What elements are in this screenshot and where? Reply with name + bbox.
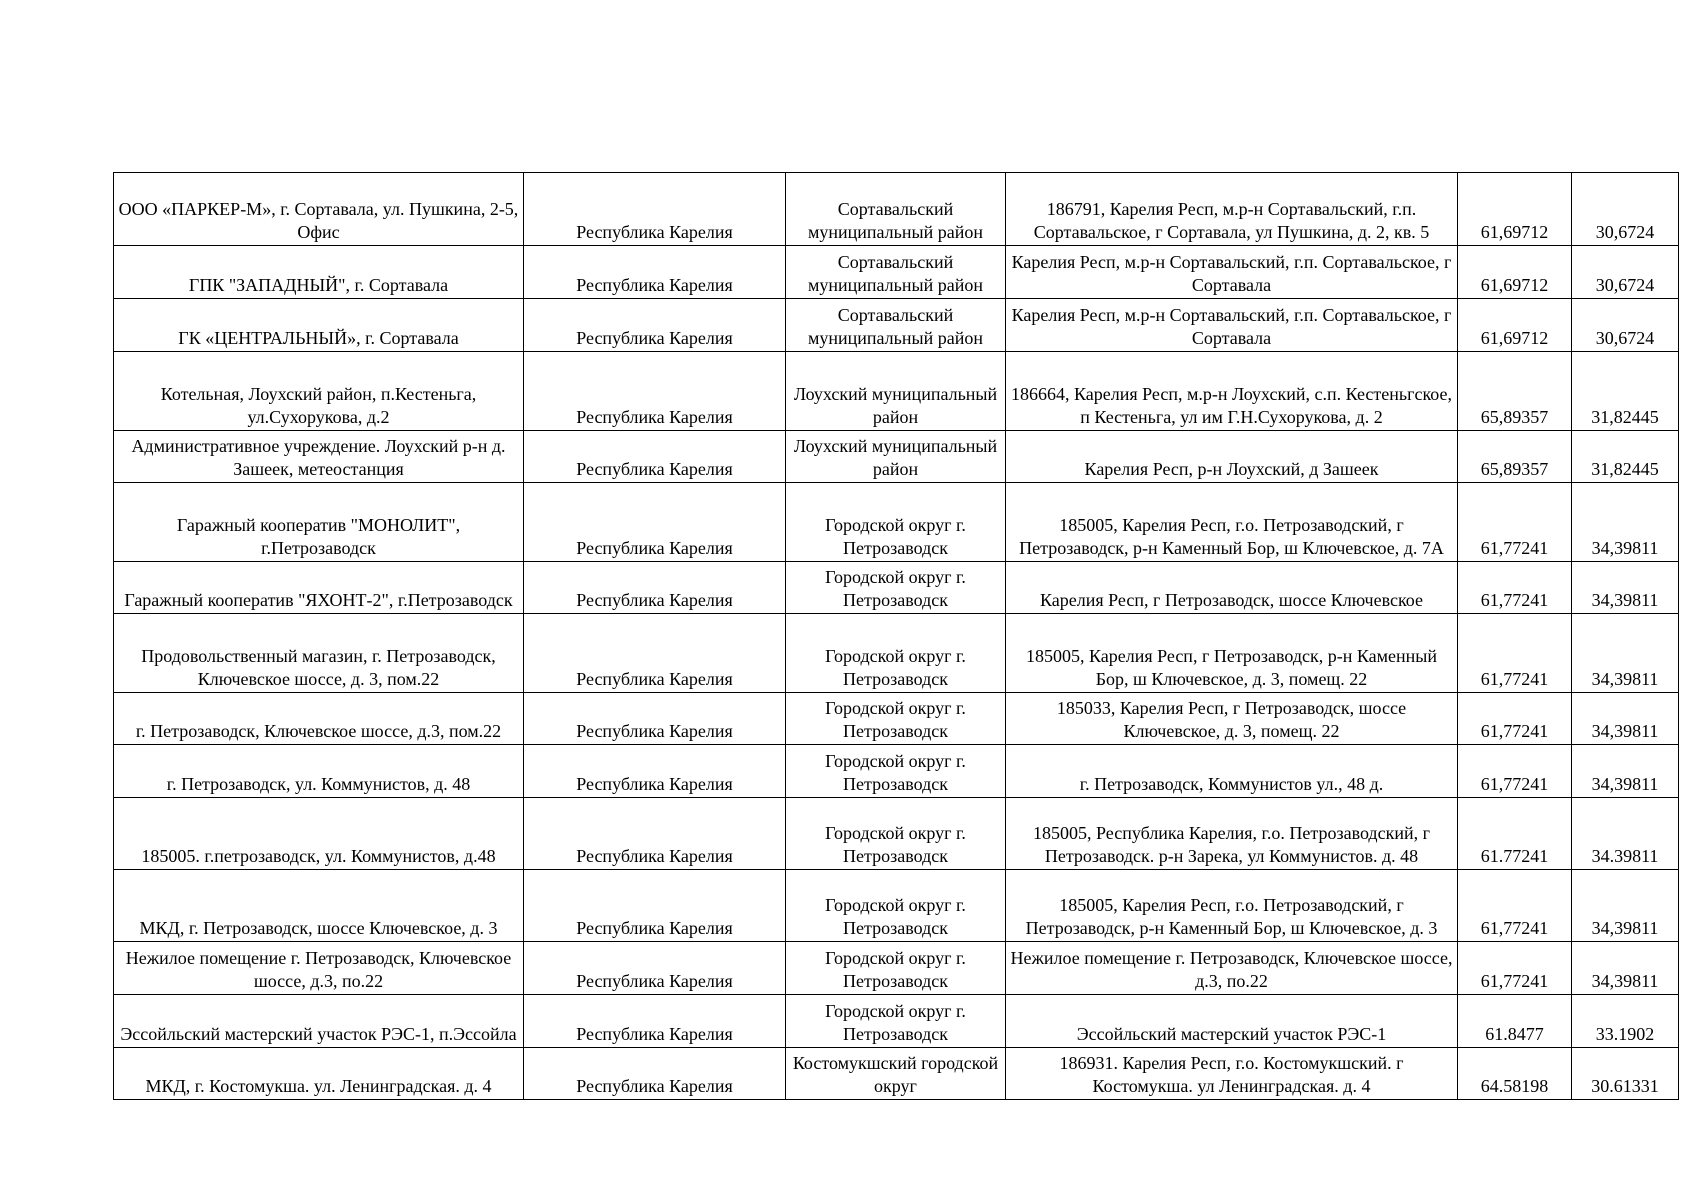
cell-latitude: 61,77241 bbox=[1458, 483, 1572, 562]
cell-latitude: 61.77241 bbox=[1458, 798, 1572, 870]
cell-longitude: 34,39811 bbox=[1572, 562, 1679, 614]
cell-longitude: 33.1902 bbox=[1572, 995, 1679, 1048]
cell-region: Республика Карелия bbox=[524, 745, 786, 798]
cell-latitude: 61,69712 bbox=[1458, 299, 1572, 352]
cell-address: Карелия Респ, г Петрозаводск, шоссе Ключевское bbox=[1006, 562, 1458, 614]
cell-object-name: Нежилое помещение г. Петрозаводск, Ключевское шоссе, д.3, по.22 bbox=[114, 942, 524, 995]
cell-latitude: 61,77241 bbox=[1458, 870, 1572, 942]
cell-region: Республика Карелия bbox=[524, 995, 786, 1048]
cell-district: Лоухский муниципальный район bbox=[786, 352, 1006, 431]
data-table bbox=[113, 172, 1679, 1100]
cell-district: Городской округ г. Петрозаводск bbox=[786, 798, 1006, 870]
cell-object-name: ГПК "ЗАПАДНЫЙ", г. Сортавала bbox=[114, 246, 524, 299]
cell-district: Сортавальский муниципальный район bbox=[786, 173, 1006, 246]
table-row bbox=[114, 352, 1679, 431]
cell-latitude: 61,77241 bbox=[1458, 614, 1572, 693]
cell-object-name: ГК «ЦЕНТРАЛЬНЫЙ», г. Сортавала bbox=[114, 299, 524, 352]
cell-longitude: 34,39811 bbox=[1572, 614, 1679, 693]
cell-longitude: 30,6724 bbox=[1572, 299, 1679, 352]
cell-district: Сортавальский муниципальный район bbox=[786, 299, 1006, 352]
table-row bbox=[114, 942, 1679, 995]
table-row bbox=[114, 431, 1679, 483]
cell-address: 185005, Карелия Респ, г Петрозаводск, р-н Каменный Бор, ш Ключевское, д. 3, помещ. 22 bbox=[1006, 614, 1458, 693]
cell-latitude: 61,77241 bbox=[1458, 562, 1572, 614]
table-row bbox=[114, 995, 1679, 1048]
cell-longitude: 34,39811 bbox=[1572, 942, 1679, 995]
cell-region: Республика Карелия bbox=[524, 614, 786, 693]
cell-address: 185005, Карелия Респ, г.о. Петрозаводский, г Петрозаводск, р-н Каменный Бор, ш Ключевское, д. 7А bbox=[1006, 483, 1458, 562]
cell-address: 186931. Карелия Респ, г.о. Костомукшский. г Костомукша. ул Ленинградская. д. 4 bbox=[1006, 1048, 1458, 1100]
cell-region: Республика Карелия bbox=[524, 246, 786, 299]
cell-latitude: 65,89357 bbox=[1458, 352, 1572, 431]
cell-longitude: 34,39811 bbox=[1572, 483, 1679, 562]
cell-address: 186664, Карелия Респ, м.р-н Лоухский, с.п. Кестеньгское, п Кестеньга, ул им Г.Н.Сухорукова, д. 2 bbox=[1006, 352, 1458, 431]
cell-district: Городской округ г. Петрозаводск bbox=[786, 870, 1006, 942]
cell-district: Городской округ г. Петрозаводск bbox=[786, 745, 1006, 798]
cell-object-name: Котельная, Лоухский район, п.Кестеньга, ул.Сухорукова, д.2 bbox=[114, 352, 524, 431]
table-row bbox=[114, 745, 1679, 798]
cell-district: Костомукшский городской округ bbox=[786, 1048, 1006, 1100]
cell-object-name: 185005. г.петрозаводск, ул. Коммунистов, д.48 bbox=[114, 798, 524, 870]
cell-address: 185033, Карелия Респ, г Петрозаводск, шоссе Ключевское, д. 3, помещ. 22 bbox=[1006, 693, 1458, 745]
table-row bbox=[114, 173, 1679, 246]
cell-region: Республика Карелия bbox=[524, 798, 786, 870]
cell-region: Республика Карелия bbox=[524, 870, 786, 942]
cell-longitude: 34,39811 bbox=[1572, 745, 1679, 798]
cell-region: Республика Карелия bbox=[524, 942, 786, 995]
cell-latitude: 61,69712 bbox=[1458, 173, 1572, 246]
cell-longitude: 31,82445 bbox=[1572, 431, 1679, 483]
cell-address: Карелия Респ, м.р-н Сортавальский, г.п. Сортавальское, г Сортавала bbox=[1006, 246, 1458, 299]
table-row bbox=[114, 614, 1679, 693]
cell-object-name: Гаражный кооператив "МОНОЛИТ", г.Петрозаводск bbox=[114, 483, 524, 562]
table-row bbox=[114, 299, 1679, 352]
table-row bbox=[114, 693, 1679, 745]
cell-address: Карелия Респ, р-н Лоухский, д Зашеек bbox=[1006, 431, 1458, 483]
cell-address: Нежилое помещение г. Петрозаводск, Ключевское шоссе, д.3, по.22 bbox=[1006, 942, 1458, 995]
cell-longitude: 34,39811 bbox=[1572, 870, 1679, 942]
cell-district: Городской округ г. Петрозаводск bbox=[786, 693, 1006, 745]
cell-region: Республика Карелия bbox=[524, 562, 786, 614]
cell-object-name: Продовольственный магазин, г. Петрозаводск, Ключевское шоссе, д. 3, пом.22 bbox=[114, 614, 524, 693]
table-body bbox=[114, 173, 1679, 1100]
cell-latitude: 61,77241 bbox=[1458, 693, 1572, 745]
table-row bbox=[114, 483, 1679, 562]
cell-region: Республика Карелия bbox=[524, 352, 786, 431]
cell-object-name: г. Петрозаводск, Ключевское шоссе, д.3, пом.22 bbox=[114, 693, 524, 745]
cell-address: 185005, Карелия Респ, г.о. Петрозаводский, г Петрозаводск, р-н Каменный Бор, ш Ключевское, д. 3 bbox=[1006, 870, 1458, 942]
table-row bbox=[114, 246, 1679, 299]
table-row bbox=[114, 870, 1679, 942]
cell-latitude: 61,77241 bbox=[1458, 942, 1572, 995]
cell-longitude: 30,6724 bbox=[1572, 246, 1679, 299]
cell-region: Республика Карелия bbox=[524, 299, 786, 352]
cell-longitude: 34.39811 bbox=[1572, 798, 1679, 870]
cell-longitude: 31,82445 bbox=[1572, 352, 1679, 431]
cell-district: Городской округ г. Петрозаводск bbox=[786, 614, 1006, 693]
cell-district: Городской округ г. Петрозаводск bbox=[786, 562, 1006, 614]
table-row bbox=[114, 562, 1679, 614]
cell-address: Эссойльский мастерский участок РЭС-1 bbox=[1006, 995, 1458, 1048]
cell-district: Сортавальский муниципальный район bbox=[786, 246, 1006, 299]
cell-object-name: МКД, г. Костомукша. ул. Ленинградская. д. 4 bbox=[114, 1048, 524, 1100]
cell-district: Городской округ г. Петрозаводск bbox=[786, 483, 1006, 562]
cell-district: Городской округ г. Петрозаводск bbox=[786, 995, 1006, 1048]
cell-object-name: Эссойльский мастерский участок РЭС-1, п.Эссойла bbox=[114, 995, 524, 1048]
cell-address: 185005, Республика Карелия, г.о. Петрозаводский, г Петрозаводск. р-н Зарека, ул Коммунистов. д. 48 bbox=[1006, 798, 1458, 870]
cell-longitude: 34,39811 bbox=[1572, 693, 1679, 745]
cell-object-name: Административное учреждение. Лоухский р-н д. Зашеек, метеостанция bbox=[114, 431, 524, 483]
cell-region: Республика Карелия bbox=[524, 431, 786, 483]
cell-district: Городской округ г. Петрозаводск bbox=[786, 942, 1006, 995]
cell-longitude: 30.61331 bbox=[1572, 1048, 1679, 1100]
cell-region: Республика Карелия bbox=[524, 483, 786, 562]
cell-district: Лоухский муниципальный район bbox=[786, 431, 1006, 483]
cell-latitude: 61.8477 bbox=[1458, 995, 1572, 1048]
cell-object-name: ООО «ПАРКЕР-М», г. Сортавала, ул. Пушкина, 2-5, Офис bbox=[114, 173, 524, 246]
cell-latitude: 64.58198 bbox=[1458, 1048, 1572, 1100]
cell-object-name: Гаражный кооператив "ЯХОНТ-2", г.Петрозаводск bbox=[114, 562, 524, 614]
cell-latitude: 61,77241 bbox=[1458, 745, 1572, 798]
cell-object-name: г. Петрозаводск, ул. Коммунистов, д. 48 bbox=[114, 745, 524, 798]
cell-address: 186791, Карелия Респ, м.р-н Сортавальский, г.п. Сортавальское, г Сортавала, ул Пушкина, д. 2, кв. 5 bbox=[1006, 173, 1458, 246]
cell-object-name: МКД, г. Петрозаводск, шоссе Ключевское, д. 3 bbox=[114, 870, 524, 942]
cell-region: Республика Карелия bbox=[524, 173, 786, 246]
table-row bbox=[114, 798, 1679, 870]
table-row bbox=[114, 1048, 1679, 1100]
cell-longitude: 30,6724 bbox=[1572, 173, 1679, 246]
cell-address: Карелия Респ, м.р-н Сортавальский, г.п. Сортавальское, г Сортавала bbox=[1006, 299, 1458, 352]
cell-latitude: 61,69712 bbox=[1458, 246, 1572, 299]
cell-latitude: 65,89357 bbox=[1458, 431, 1572, 483]
cell-address: г. Петрозаводск, Коммунистов ул., 48 д. bbox=[1006, 745, 1458, 798]
cell-region: Республика Карелия bbox=[524, 1048, 786, 1100]
cell-region: Республика Карелия bbox=[524, 693, 786, 745]
